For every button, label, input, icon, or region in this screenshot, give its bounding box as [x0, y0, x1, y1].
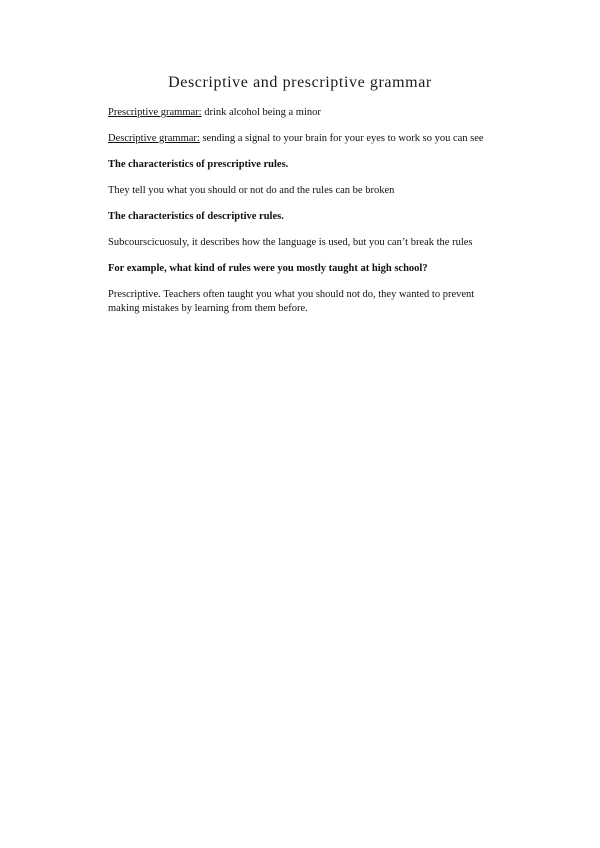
answer-prescriptive-characteristics: They tell you what you should or not do and the rules can be broken: [108, 185, 395, 196]
prescriptive-definition: [108, 106, 508, 120]
descriptive-definition: [108, 132, 508, 146]
prescriptive-label: Prescriptive grammar:: [108, 107, 202, 118]
answer-descriptive-characteristics: Subcourscicuosuly, it describes how the language is used, but you can’t break the rules: [108, 237, 473, 248]
prescriptive-text: drink alcohol being a minor: [201, 107, 321, 118]
heading-prescriptive-characteristics: The characteristics of prescriptive rules.: [108, 159, 289, 170]
document-body: [108, 106, 508, 328]
document-title: Descriptive and prescriptive grammar: [168, 74, 432, 91]
example-question: For example, what kind of rules were you mostly taught at high school?: [108, 263, 428, 274]
descriptive-label: Descriptive grammar:: [108, 133, 200, 144]
heading-descriptive-characteristics: The characteristics of descriptive rules.: [108, 211, 284, 222]
descriptive-text: sending a signal to your brain for your eyes to work so you can see: [199, 133, 484, 144]
example-answer: Prescriptive. Teachers often taught you what you should not do, they wanted to prevent making mistakes by learning from them before.: [108, 289, 475, 314]
